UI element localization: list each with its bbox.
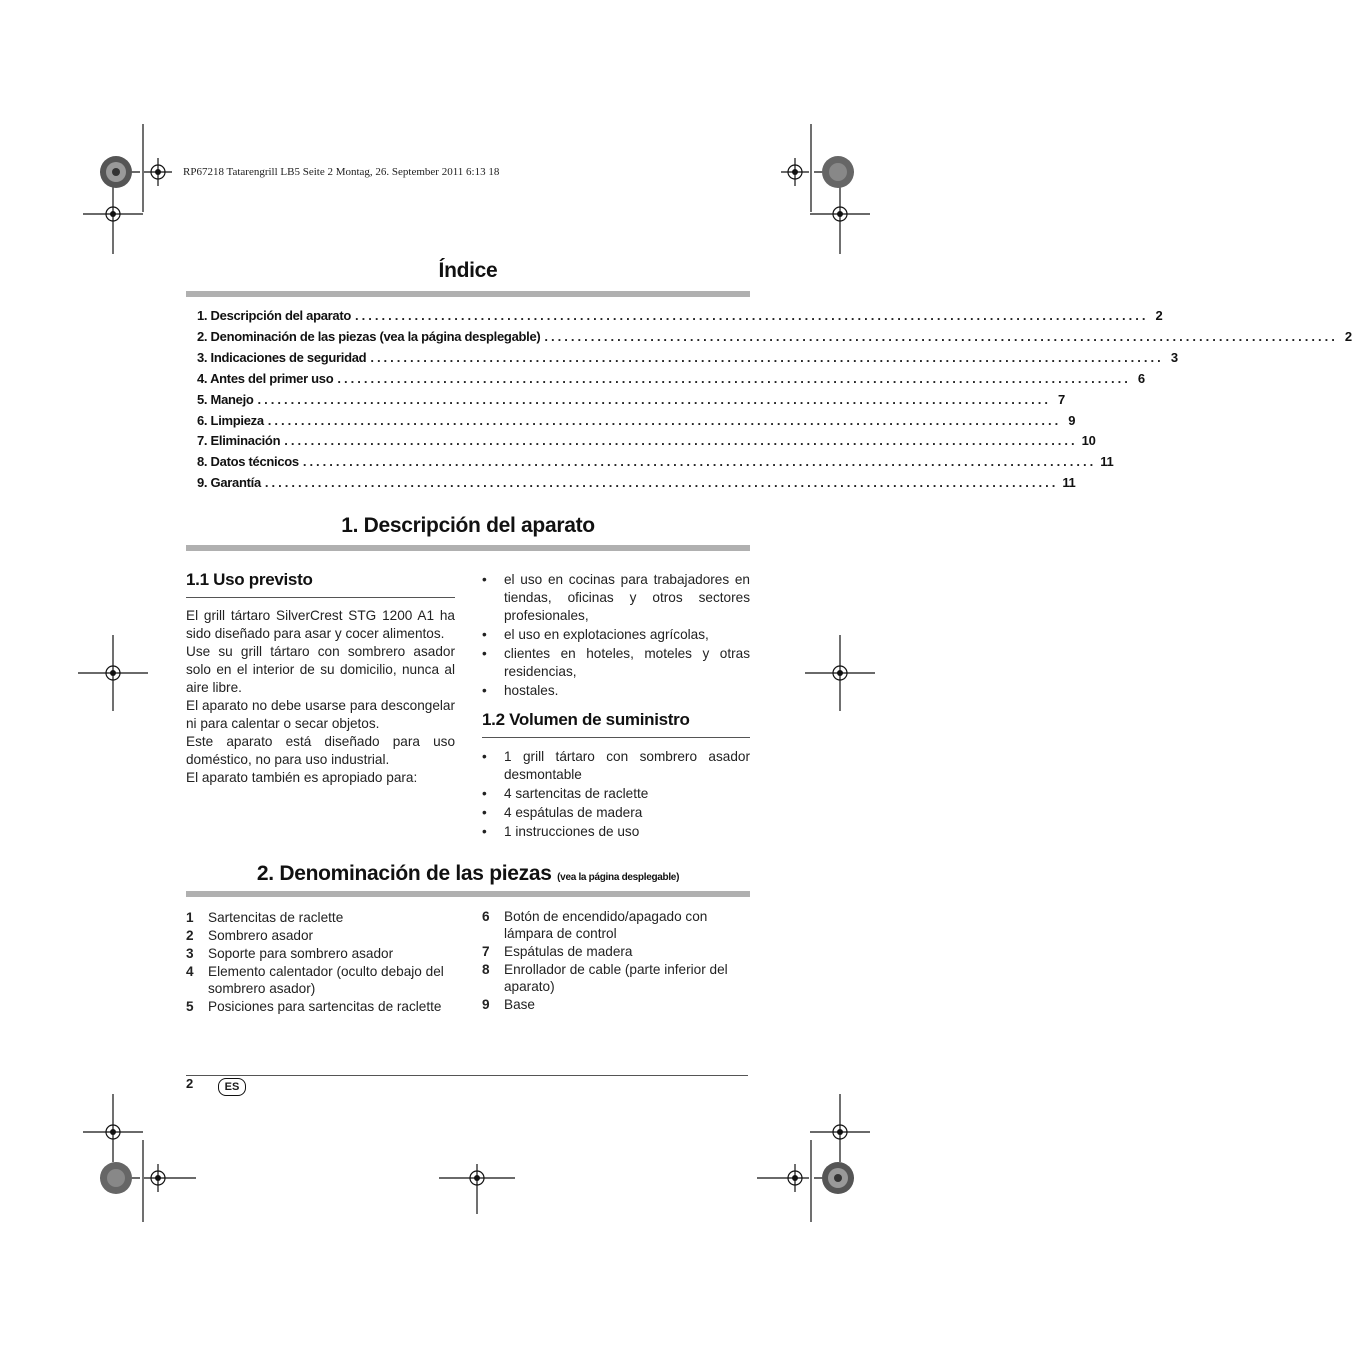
toc-entry-label: 4. Antes del primer uso	[197, 370, 334, 386]
toc-entry-page: 6	[1137, 370, 1145, 386]
list-item: • clientes en hoteles, moteles y otras residencias,	[482, 645, 750, 681]
list-item	[186, 909, 455, 926]
toc-leader-dots: ........................................................................................................................	[257, 391, 1051, 407]
part-name: Sombrero asador	[208, 928, 314, 943]
page-number: 2	[186, 1076, 194, 1091]
toc-entry	[197, 391, 1065, 412]
list-item	[482, 961, 750, 995]
toc-entry	[197, 328, 1352, 349]
toc-entry	[197, 412, 1076, 433]
toc-leader-dots: ........................................................................................................................	[355, 308, 1149, 323]
part-name: Base	[504, 997, 535, 1012]
list-item: • hostales.	[482, 682, 750, 700]
list-item: • 1 grill tártaro con sombrero asador desmontable	[482, 748, 750, 784]
toc-entry-page: 7	[1058, 391, 1065, 407]
toc-leader-dots: ........................................................................................................................	[544, 328, 1338, 344]
uso-previsto-bullets	[482, 571, 750, 701]
paragraph: El grill tártaro SilverCrest STG 1200 A1 ha sido diseñado para asar y cocer alimentos.	[186, 608, 455, 641]
toc-entry	[197, 454, 1114, 474]
paragraph: Use su grill tártaro con sombrero asador solo en el interior de su domicilio, nunca al aire libre.	[186, 644, 455, 695]
part-name: Sartencitas de raclette	[208, 910, 344, 925]
toc-entry-page: 2	[1344, 328, 1352, 344]
toc-entry-label: 2. Denominación de las piezas (vea la página desplegable)	[197, 328, 541, 344]
uso-previsto-text	[186, 607, 455, 787]
list-item	[186, 963, 455, 997]
part-number: 2	[186, 928, 194, 943]
list-item: • el uso en explotaciones agrícolas,	[482, 626, 750, 644]
toc-entry	[197, 475, 1076, 495]
part-name: Posiciones para sartencitas de raclette	[208, 999, 442, 1014]
toc-entry-page: 2	[1155, 308, 1163, 323]
toc-entry-page: 9	[1068, 412, 1076, 428]
toc-entry-label: 7. Eliminación	[197, 433, 281, 449]
section1-title: 1. Descripción del aparato	[341, 514, 595, 537]
toc-entry-page: 11	[1062, 475, 1076, 491]
toc-leader-dots: ........................................................................................................................	[267, 412, 1062, 428]
toc-entry	[197, 349, 1178, 370]
volumen-bullets	[482, 748, 750, 842]
subsection-uso-previsto-rule	[186, 597, 455, 598]
section2-title-text: 2. Denominación de las piezas	[256, 862, 552, 885]
list-item: • el uso en cocinas para trabajadores en tiendas, oficinas y otros sectores profesionales,	[482, 571, 750, 625]
toc-leader-dots: ........................................................................................................................	[264, 475, 1059, 491]
section2-title-note: (vea la página desplegable)	[557, 872, 680, 883]
toc-leader-dots: ........................................................................................................................	[302, 454, 1097, 470]
subsection-uso-previsto-title: 1.1 Uso previsto	[186, 570, 313, 589]
toc-entry-page: 10	[1081, 433, 1096, 449]
part-name: Espátulas de madera	[504, 944, 633, 959]
language-badge: ES	[218, 1078, 246, 1096]
footer-rule	[186, 1075, 748, 1076]
list-item	[186, 998, 455, 1015]
list-item	[482, 908, 750, 942]
part-number: 1	[186, 910, 194, 925]
toc-leader-dots: ........................................................................................................................	[337, 370, 1131, 386]
part-name: Elemento calentador (oculto debajo del sombrero asador)	[208, 964, 444, 996]
toc-entry-label: 9. Garantía	[197, 475, 261, 491]
parts-list-right	[482, 908, 750, 1014]
part-name: Enrollador de cable (parte inferior del aparato)	[504, 962, 728, 994]
paragraph: El aparato no debe usarse para descongelar ni para calentar o secar objetos.	[186, 698, 455, 731]
toc-entry-label: 8. Datos técnicos	[197, 454, 299, 470]
parts-list-left	[186, 909, 455, 1016]
list-item: • 4 espátulas de madera	[482, 804, 750, 822]
part-number: 9	[482, 997, 490, 1012]
section2-rule	[186, 891, 750, 897]
subsection-volumen-title: 1.2 Volumen de suministro	[482, 710, 690, 729]
paragraph: El aparato también es apropiado para:	[186, 770, 418, 785]
toc-entry-label: 1. Descripción del aparato	[197, 308, 352, 323]
list-item	[482, 996, 750, 1013]
print-header: RP67218 Tatarengrill LB5 Seite 2 Montag, 26. September 2011 6:13 18	[183, 166, 500, 178]
list-item: • 1 instrucciones de uso	[482, 823, 750, 841]
toc-entry-page: 3	[1170, 349, 1178, 365]
part-number: 5	[186, 999, 194, 1014]
toc-entry	[197, 308, 1163, 328]
toc-leader-dots: ........................................................................................................................	[284, 433, 1078, 449]
toc-entry	[197, 370, 1145, 391]
list-item	[482, 943, 750, 960]
part-number: 4	[186, 964, 194, 979]
part-number: 8	[482, 962, 490, 977]
section1-rule	[186, 545, 750, 551]
section2-title	[186, 862, 750, 886]
part-number: 6	[482, 909, 490, 924]
list-item	[186, 927, 455, 944]
paragraph: Este aparato está diseñado para uso doméstico, no para uso industrial.	[186, 734, 455, 767]
toc-entry-page: 11	[1100, 454, 1114, 470]
part-name: Soporte para sombrero asador	[208, 946, 394, 961]
list-item: • 4 sartencitas de raclette	[482, 785, 750, 803]
list-item	[186, 945, 455, 962]
toc-leader-dots: ........................................................................................................................	[370, 349, 1164, 365]
part-name: Botón de encendido/apagado con lámpara de control	[504, 909, 708, 941]
part-number: 3	[186, 946, 194, 961]
part-number: 7	[482, 944, 490, 959]
toc-entry	[197, 433, 1096, 453]
index-title: Índice	[438, 259, 498, 282]
toc-entry-label: 6. Limpieza	[197, 412, 264, 428]
index-rule	[186, 291, 750, 297]
subsection-volumen-rule	[482, 737, 750, 738]
toc-entry-label: 5. Manejo	[197, 391, 254, 407]
toc-entry-label: 3. Indicaciones de seguridad	[197, 349, 367, 365]
